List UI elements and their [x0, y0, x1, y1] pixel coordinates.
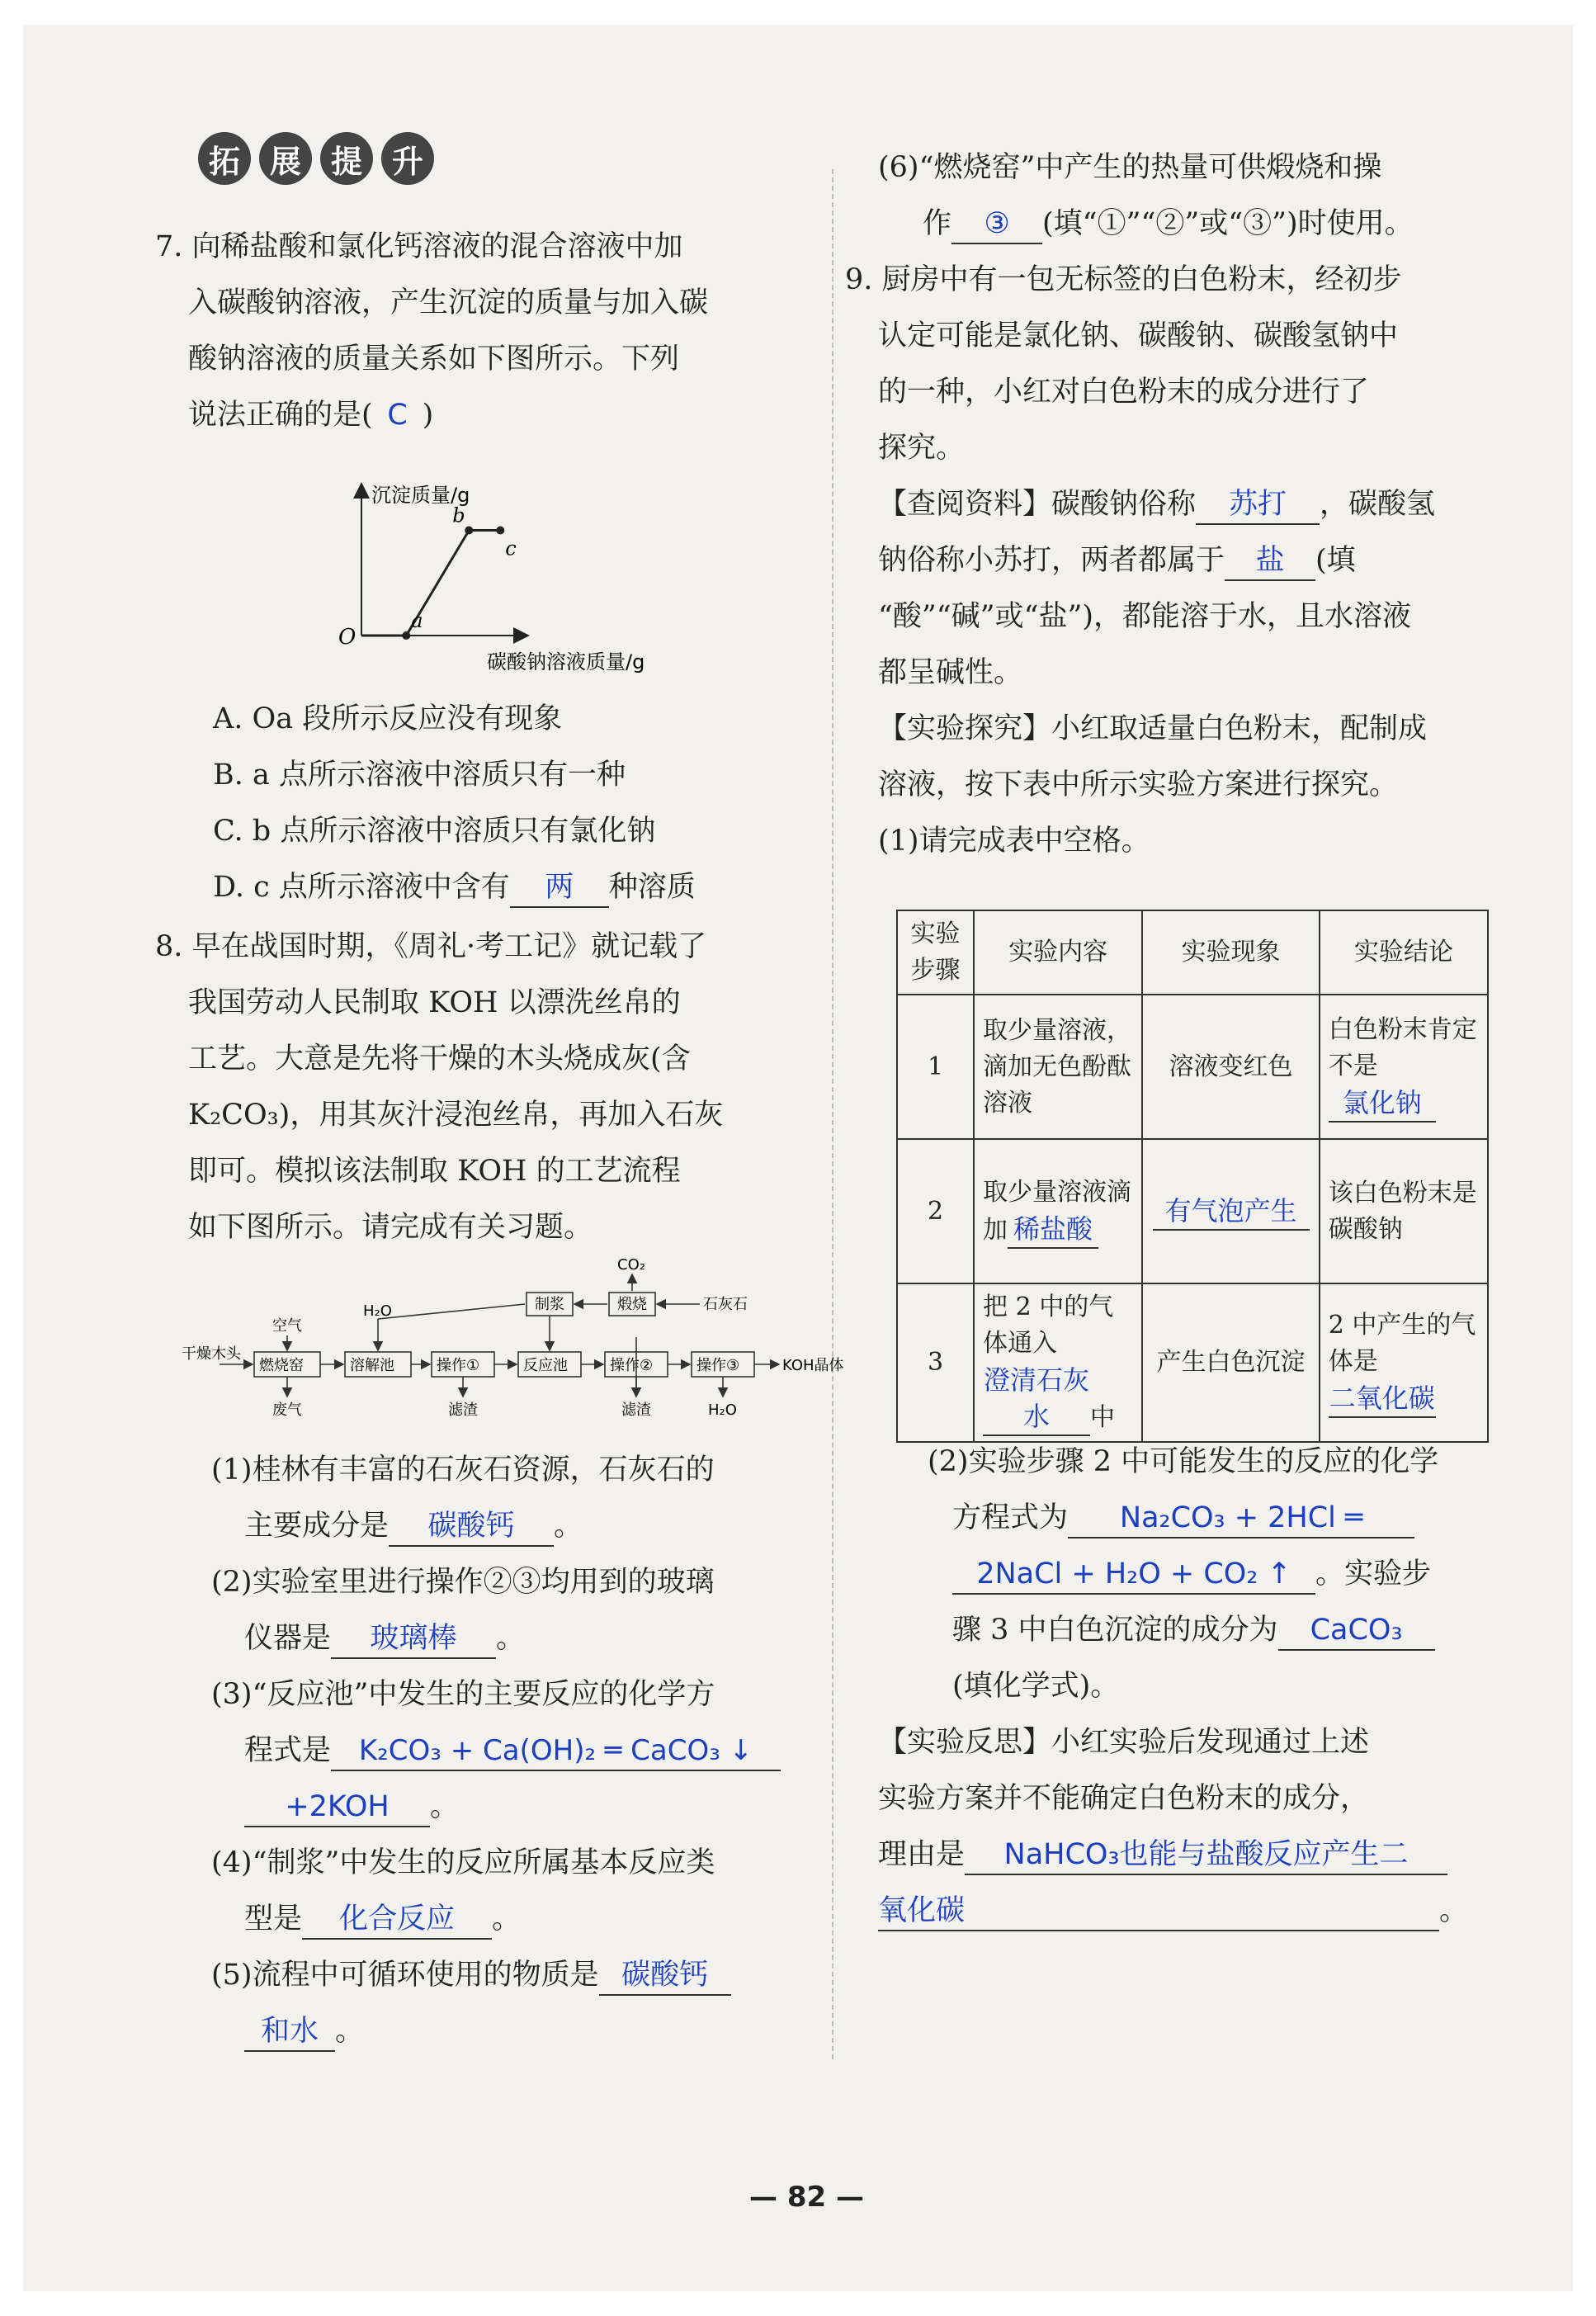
text: (5)流程中可循环使用的物质是 [211, 1959, 599, 1992]
q8-p6: (6)“燃烧窑”中产生的热量可供煅烧和操 [878, 151, 1382, 184]
q9-p2-line5: (填化学式)。 [952, 1670, 1120, 1703]
q8-line: 工艺。大意是先将干燥的木头烧成灰(含 [188, 1042, 691, 1075]
table-cell [1320, 1283, 1488, 1442]
text: 。 [1439, 1894, 1469, 1927]
q8-p1: (1)桂林有丰富的石灰石资源，石灰石的 [211, 1453, 715, 1486]
table-header: 实验内容 [974, 910, 1142, 995]
q8-p3-line3 [244, 1788, 459, 1827]
table-answer: 氯化钠 [1329, 1085, 1436, 1123]
chart-series-line [361, 531, 500, 636]
text: 【查阅资料】碳酸钠俗称 [878, 488, 1197, 521]
flow-box: 操作③ [696, 1357, 740, 1374]
flow-residue: 滤渣 [448, 1401, 478, 1419]
q9-refl-answer: NaHCO₃也能与盐酸反应产生二 [965, 1836, 1447, 1875]
q7-stem-end [188, 396, 433, 434]
chart-point-c [496, 527, 504, 535]
q9-p2-line4 [952, 1611, 1435, 1651]
flow-box: 煅烧 [617, 1296, 647, 1313]
q7-d-suffix: 种溶质 [608, 871, 696, 904]
text: 。 [335, 2015, 365, 2048]
table-cell [1142, 1139, 1319, 1283]
chart-point-label: a [411, 609, 423, 632]
table-cell [974, 1139, 1142, 1283]
text: 主要成分是 [244, 1510, 390, 1543]
q8-p1-line2 [244, 1507, 583, 1547]
text: 2 中产生的气体是 [1328, 1311, 1476, 1376]
chart-point-a [402, 631, 410, 640]
q8-p5-answer: 碳酸钙 [599, 1956, 731, 1996]
q8-p3-answer: K₂CO₃ + Ca(OH)₂ ═ CaCO₃ ↓ [331, 1732, 781, 1771]
text: 型是 [244, 1902, 303, 1936]
table-row [897, 1283, 1488, 1442]
flow-input: 干燥木头 [182, 1345, 241, 1363]
text: 仪器是 [244, 1622, 332, 1655]
flow-co2: CO₂ [617, 1256, 645, 1274]
q8-p1-answer: 碳酸钙 [389, 1507, 554, 1547]
text: 把 2 中的气体通入 [983, 1293, 1114, 1358]
text: 。实验步 [1315, 1557, 1432, 1590]
q8-p4-line2 [244, 1900, 521, 1940]
q8-p4-answer: 化合反应 [302, 1900, 492, 1940]
flow-water-out: H₂O [708, 1401, 737, 1419]
table-header: 实验现象 [1142, 910, 1319, 995]
section-heading [198, 132, 434, 185]
q8-line: 即可。模拟该法制取 KOH 的工艺流程 [188, 1155, 681, 1188]
q8-p5-answer-cont: 和水 [244, 2012, 335, 2052]
q7-stem-prefix: 说法正确的是( [188, 399, 373, 432]
table-header-row [897, 910, 1488, 995]
q9-ref-answer1: 苏打 [1196, 485, 1320, 525]
heading-char: 提 [320, 132, 373, 185]
q8-p2-line2 [244, 1619, 525, 1659]
q9-line: 9. 厨房中有一包无标签的白色粉末，经初步 [845, 263, 1402, 296]
q9-exp-line3: (1)请完成表中空格。 [878, 825, 1150, 858]
q7-option-a: A. Oa 段所示反应没有现象 [213, 702, 563, 735]
text: 理由是 [878, 1838, 966, 1871]
flow-residue: 滤渣 [621, 1401, 651, 1419]
q8-line: 8. 早在战国时期，《周礼·考工记》就记载了 [155, 930, 707, 963]
q8-line: K₂CO₃)，用其灰汁浸泡丝帛，再加入石灰 [188, 1099, 724, 1132]
q9-line: 探究。 [878, 432, 966, 465]
q9-refl-line2: 实验方案并不能确定白色粉末的成分， [878, 1782, 1370, 1815]
flow-box: 操作① [437, 1357, 480, 1374]
q9-ref-line3: “酸”“碱”或“盐”)，都能溶于水，且水溶液 [878, 600, 1412, 633]
q8-p2: (2)实验室里进行操作②③均用到的玻璃 [211, 1566, 715, 1599]
flow-box: 燃烧窑 [259, 1357, 304, 1374]
q8-line: 如下图所示。请完成有关习题。 [188, 1211, 593, 1244]
table-header: 实验步骤 [897, 910, 974, 995]
chart-xlabel: 碳酸钠溶液质量/g [487, 650, 645, 674]
flow-waste-gas: 废气 [272, 1401, 302, 1419]
text: 骤 3 中白色沉淀的成分为 [952, 1614, 1278, 1647]
flow-water-in: H₂O [363, 1302, 392, 1320]
text: 。 [554, 1510, 583, 1543]
table-answer: 澄清石灰水 [983, 1362, 1090, 1436]
table-header: 实验结论 [1320, 910, 1488, 995]
text: 。 [430, 1790, 460, 1823]
text: (填 [1315, 544, 1356, 577]
q8-p6-line2 [923, 205, 1414, 244]
q9-refl-line4 [878, 1892, 1468, 1931]
table-cell: 产生白色沉淀 [1142, 1283, 1319, 1442]
column-divider [832, 169, 833, 2059]
text: ，碳酸氢 [1320, 488, 1436, 521]
q9-exp-line2: 溶液，按下表中所示实验方案进行探究。 [878, 768, 1399, 801]
text: (填“①”“②”或“③”)时使用。 [1042, 207, 1414, 240]
q9-p2-answer2: CaCO₃ [1278, 1611, 1435, 1651]
q7-line: 7. 向稀盐酸和氯化钙溶液的混合溶液中加 [155, 230, 683, 263]
experiment-table [896, 910, 1489, 1443]
q7-answer: C [387, 399, 408, 432]
q8-line: 我国劳动人民制取 KOH 以漂洗丝帛的 [188, 986, 681, 1019]
q9-line: 认定可能是氯化钠、碳酸钠、碳酸氢钠中 [878, 319, 1399, 352]
table-cell: 溶液变红色 [1142, 995, 1319, 1139]
q9-p2-line3 [952, 1555, 1431, 1595]
table-cell: 取少量溶液，滴加无色酚酞溶液 [974, 995, 1142, 1139]
q7-option-d [213, 868, 696, 908]
table-cell: 2 [897, 1139, 974, 1283]
q9-line: 的一种，小红对白色粉末的成分进行了 [878, 376, 1370, 409]
workbook-page [23, 25, 1573, 2291]
table-answer: 稀盐酸 [1008, 1211, 1098, 1249]
q7-line: 酸钠溶液的质量关系如下图所示。下列 [188, 343, 680, 376]
text: 。 [496, 1622, 526, 1655]
q8-p3-answer-cont: +2KOH [244, 1788, 430, 1827]
precipitate-chart [337, 477, 700, 675]
text: 。 [492, 1902, 522, 1936]
flow-box: 溶解池 [350, 1357, 394, 1374]
flow-box: 操作② [610, 1357, 654, 1374]
table-cell [1320, 995, 1488, 1139]
text: 取少量溶液滴加 [983, 1177, 1132, 1245]
q9-p2-answer: Na₂CO₃ + 2HCl ═ [1068, 1499, 1414, 1538]
q9-p2-answer-cont: 2NaCl + H₂O + CO₂ ↑ [952, 1555, 1315, 1595]
koh-process-flow [180, 1255, 844, 1436]
q8-p3: (3)“反应池”中发生的主要反应的化学方 [211, 1678, 715, 1711]
text: 白色粉末肯定不是 [1328, 1014, 1477, 1080]
q9-refl-answer-cont: 氧化碳 [878, 1892, 1439, 1931]
q8-p5-line2 [244, 2012, 364, 2052]
table-cell: 3 [897, 1283, 974, 1442]
q7-d-answer: 两 [510, 868, 609, 908]
flow-box: 制浆 [535, 1296, 564, 1313]
q7-stem-suffix: ) [422, 399, 434, 432]
chart-origin-label: O [338, 625, 357, 650]
text: 作 [923, 207, 952, 240]
q7-line: 入碳酸钠溶液，产生沉淀的质量与加入碳 [188, 286, 709, 319]
q9-ref-line4: 都呈碱性。 [878, 656, 1023, 689]
q9-refl-line3 [878, 1836, 1447, 1875]
page-number: — 82 — [749, 2181, 864, 2214]
flow-air: 空气 [272, 1317, 302, 1335]
table-cell: 1 [897, 995, 974, 1139]
q8-p6-answer: ③ [951, 205, 1042, 244]
text: 钠俗称小苏打，两者都属于 [878, 544, 1225, 577]
text: 方程式为 [952, 1501, 1069, 1534]
table-row [897, 1139, 1488, 1283]
q9-p2-line2 [952, 1499, 1414, 1538]
q7-d-prefix: D. c 点所示溶液中含有 [213, 871, 510, 904]
flow-output: KOH晶体 [782, 1357, 844, 1374]
heading-char: 展 [259, 132, 312, 185]
table-row [897, 995, 1488, 1139]
table-cell: 该白色粉末是碳酸钠 [1320, 1139, 1488, 1283]
q9-exp-line1: 【实验探究】小红取适量白色粉末，配制成 [878, 712, 1428, 745]
text: 中 [1090, 1403, 1116, 1432]
chart-point-label: c [505, 536, 517, 560]
q7-option-c: C. b 点所示溶液中溶质只有氯化钠 [213, 815, 656, 848]
q9-ref-line2 [878, 541, 1356, 581]
flow-limestone: 石灰石 [703, 1296, 748, 1313]
heading-char: 升 [381, 132, 434, 185]
q9-ref-answer2: 盐 [1225, 541, 1315, 581]
chart-ylabel: 沉淀质量/g [371, 484, 470, 507]
q7-option-b: B. a 点所示溶液中溶质只有一种 [213, 759, 626, 792]
q9-ref-line1 [878, 485, 1435, 525]
q8-p5 [211, 1956, 731, 1996]
q9-p2: (2)实验步骤 2 中可能发生的反应的化学 [928, 1445, 1439, 1478]
heading-char: 拓 [198, 132, 251, 185]
chart-point-b [465, 527, 473, 535]
table-answer: 有气泡产生 [1153, 1193, 1310, 1231]
q8-p4: (4)“制浆”中发生的反应所属基本反应类 [211, 1846, 715, 1879]
text: 程式是 [244, 1734, 332, 1767]
chart-point-label: b [452, 503, 465, 527]
table-answer: 二氧化碳 [1329, 1380, 1436, 1418]
table-cell [974, 1283, 1142, 1442]
q8-p2-answer: 玻璃棒 [331, 1619, 496, 1659]
q8-p3-line2 [244, 1732, 781, 1771]
flow-box: 反应池 [523, 1357, 568, 1374]
q9-refl-line1: 【实验反思】小红实验后发现通过上述 [878, 1726, 1370, 1759]
